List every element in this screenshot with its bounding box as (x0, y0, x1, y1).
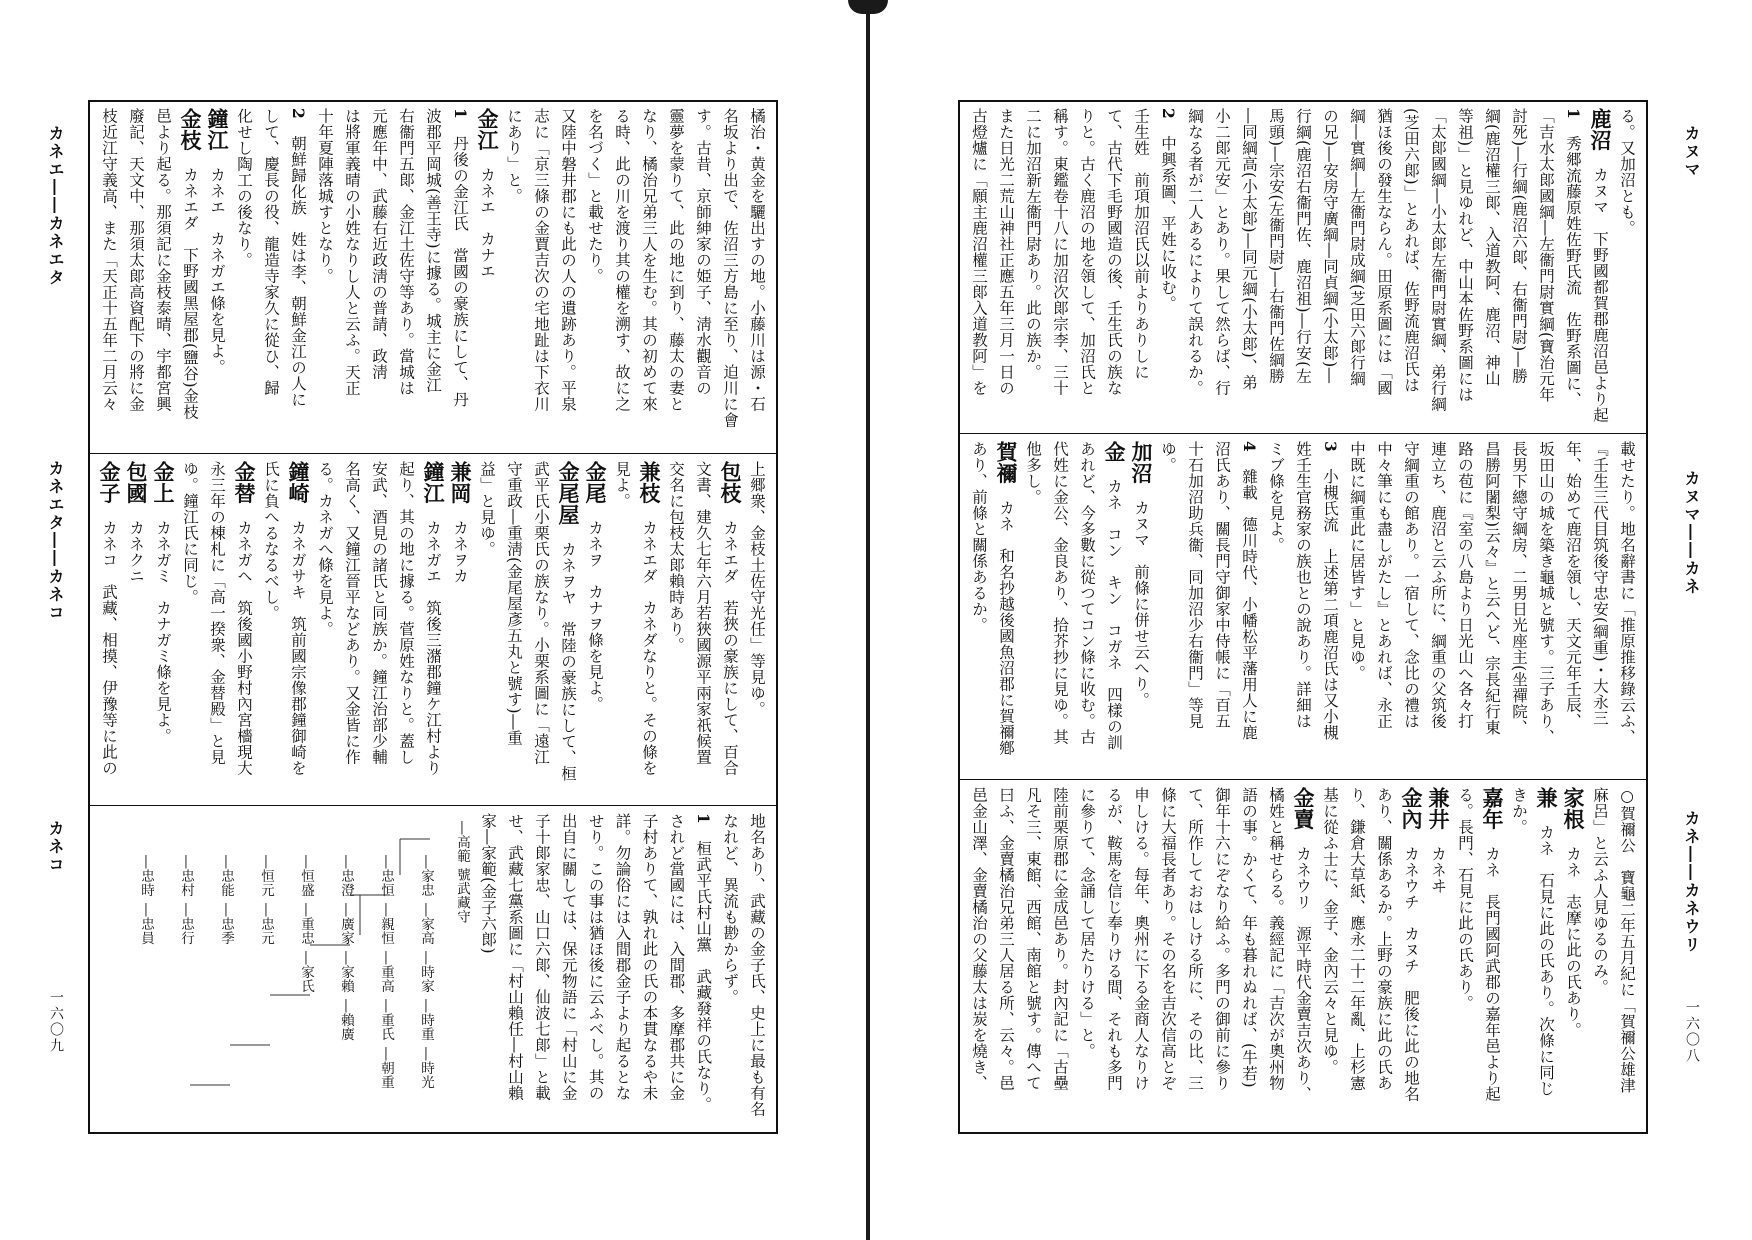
genealogy-name: ―廣家 (338, 903, 354, 945)
entry-heading-line: 兼岡 カネヲカ (448, 461, 473, 584)
text-column: 條に大福長者あり。その名を吉次信高とぞ (1159, 787, 1177, 1091)
entry-heading-line: 金尾 カネヲ カナヲ條を見よ。 (583, 461, 608, 712)
entry-headword: 家根 (1561, 787, 1586, 830)
entry-heading-line: 金子 カネコ 武藏、相摸、伊豫等に此の (97, 461, 122, 776)
text-column: 麻呂」と云ふ人見ゆるのみ。 (1591, 787, 1609, 995)
text-column: 中既に綱重此に居皆す」と見ゆ。 (1348, 441, 1366, 681)
entry-heading-line: 兼 カネ 石見に此の氏あり。次條に同じ (1534, 787, 1559, 1097)
right-bottom-band (964, 787, 1640, 1125)
text-column: 又陸中磐井郡にも此の人の遺跡あり。平泉 (559, 108, 577, 412)
left-bottom-text (474, 813, 770, 1125)
text-column: 永三年の棟札に「高一揆衆、金替殿」と見 (208, 461, 226, 765)
entry-headword: 嘉年 (1480, 787, 1505, 830)
entry-headword: 鹿沼 (1588, 108, 1613, 151)
text-column: 安武、酒見の諸氏と同族か。鐘江治部少輔 (370, 461, 388, 765)
text-column: を名づく」と載せたり。 (586, 108, 604, 284)
genealogy-name: ―忠員 (138, 903, 154, 945)
entry-headword: 兼 (1534, 787, 1559, 809)
text-column: 路の苞に『室の八島より日光山へ各々打 (1456, 441, 1474, 729)
genealogy-name: ―家賴 (338, 951, 354, 993)
entry-heading-line: 鐘崎 カネガサキ 筑前國宗像郡鐘御崎を (286, 461, 311, 776)
text-column: 綱なる者が二人あるによりて誤れるか。 (1186, 108, 1204, 396)
genealogy-name: ―忠恒 (378, 855, 394, 897)
text-column: 中々筆にも盡しがたし』とあれば、永正 (1375, 441, 1393, 729)
entry-headword: 金枝 (178, 108, 203, 151)
text-column: 曰ふ、金賣橘治兄弟三人居る所、云々。邑 (997, 787, 1015, 1091)
text-column: 子村ありて、孰れ此の氏の本貫なるや未 (640, 813, 659, 1101)
item-number: 1 (694, 813, 714, 825)
genealogy-name: ―忠行 (178, 903, 194, 945)
genealogy-name: ―重忠 (298, 903, 314, 945)
text-column: して、慶長の役、龍造寺家久に從ひ、歸 (262, 108, 280, 396)
entry-headword: 金 (1102, 441, 1127, 463)
text-column: り、鎌倉大草紙、應永二十二年亂、上杉憲 (1348, 787, 1366, 1091)
entry-heading-line: 賀禰 カネ 和名抄越後國魚沼郡に賀禰鄕 (994, 441, 1019, 756)
text-column: されど當國には、入間郡、多摩郡共に金 (667, 813, 686, 1101)
entry-headword: 兼岡 (448, 461, 473, 504)
text-column: あれど、今多數に從つてコン條に收む。古 (1078, 441, 1096, 745)
item-number: 4 (1240, 441, 1259, 453)
text-column: る時、此の川を渡り其の權を溯す、故に之 (613, 108, 631, 412)
left-band-divider-2 (88, 805, 778, 806)
genealogy-name: ―家高 (418, 903, 434, 945)
genealogy-name: ―高範 號武藏守 (454, 821, 470, 924)
text-column: 子十郞家忠、山口六郞、仙波七郞」と載 (532, 813, 551, 1101)
text-column: 二に加沼新左衞門尉あり。此の族か。 (1024, 108, 1042, 380)
text-column: 波郡平岡城(善王寺)に據る。城主に金江 (424, 108, 442, 394)
entry-headword: 包枝 (718, 461, 743, 504)
text-column: 出自に關しては、保元物語に「村山に金 (559, 813, 578, 1101)
text-column: 綱(鹿沼權三郞、入道教阿、鹿沼、神山 (1483, 108, 1501, 387)
text-column: 武平氏小栗氏の族なり。小栗系圖に「遠江 (532, 461, 550, 765)
entry-headword: 金尾屋 (556, 461, 581, 526)
left-middle-columns (94, 461, 770, 799)
text-column: 廢記、天文中、那須太郞高資配下の將に金 (127, 108, 145, 412)
entry-heading-line: 包國 カネクニ (124, 461, 149, 584)
text-column: せ、武藏七黨系圖に「村山賴任―村山賴 (505, 813, 524, 1101)
entry-heading-line: 金尾屋 カネヲヤ 常陸の豪族にして、桓 (556, 461, 581, 782)
text-column: 見よ。 (613, 461, 631, 509)
text-column: 稱す。東鑑卷十八に加沼次郞宗李、三十 (1051, 108, 1069, 396)
genealogy-name: ―親恒 (378, 903, 394, 945)
text-column: て、古代下毛野國造の後、壬生氏の族な (1105, 108, 1123, 396)
right-top-band (964, 108, 1640, 428)
entry-headword: 包國 (124, 461, 149, 504)
left-running-head-2: カネエタ――カネコ (46, 460, 65, 622)
text-column: にあり」と。 (505, 108, 523, 204)
genealogy-name: ―時光 (418, 1047, 434, 1089)
text-column: 昌勝阿闍梨)云々』と云へど、宗長紀行東 (1483, 441, 1501, 736)
genealogy-name: ―時重 (418, 999, 434, 1041)
text-column: 地名あり、武藏の金子氏、史上に最も有名 (748, 813, 766, 1117)
entry-heading-line: 嘉年 カネ 長門國阿武郡の嘉年邑より起 (1480, 787, 1505, 1102)
text-column: 凡そ三、東館、西館、南館と號す。傳へて (1024, 787, 1042, 1091)
genealogy-name: ―重氏 (378, 999, 394, 1041)
text-column: 益」と見ゆ。 (478, 461, 496, 557)
text-column: て、所作しておはしける所に、その比、三 (1186, 787, 1204, 1091)
numbered-item-line: 2 中興系圖、平姓に收む。 (1159, 108, 1178, 312)
binding-mark (848, 0, 888, 14)
left-page-number: 一六〇九 (48, 990, 64, 1054)
entry-headword: 金賣 (1291, 787, 1316, 830)
text-column: ―同綱高(小太郞)―同元綱(小太郞)、弟 (1240, 108, 1258, 391)
text-column: 代姓に金公、金良あり、拾芥抄に見ゆ。其 (1051, 441, 1069, 745)
genealogy-name: ―忠季 (218, 903, 234, 945)
text-column: る。長門、石見に此の氏あり。 (1456, 787, 1474, 1011)
entry-headword: 賀禰 (994, 441, 1019, 484)
numbered-item-line: 1 秀郷流藤原姓佐野氏流 佐野系圖に、 (1564, 108, 1583, 408)
item-number: 3 (1321, 441, 1340, 453)
entry-heading-line: 金替 カネガヘ 筑後國小野村內宮檣現大 (232, 461, 257, 776)
left-middle-band (94, 461, 770, 799)
text-column: 名高く、又鐘江晉平などあり。又金皆に作 (343, 461, 361, 765)
text-column: ミブ條を見よ。 (1267, 441, 1285, 553)
text-column: す。古昔、京師紳家の姫子、淸水觀音の (694, 108, 712, 396)
text-column: 基に從ふ士に、金子、金內云々と見ゆ。 (1321, 787, 1339, 1075)
text-column: 家―家範(金子六郞) (479, 813, 498, 955)
text-column: 上郷衆、金枝土佐守光任」等見ゆ。 (748, 461, 766, 717)
text-column: 申しける。每年、奧州に下る金商人なりけ (1132, 787, 1150, 1091)
genealogy-name: ―家忠 (418, 855, 434, 897)
left-bottom-columns (474, 813, 770, 1125)
right-middle-columns (964, 441, 1640, 773)
text-column: 起り、其の地に據る。菅原姓なりと。蓋し (397, 461, 415, 765)
text-column: また日光二荒山神社正應五年三月一日の (997, 108, 1015, 396)
entry-headword: 鐘崎 (286, 461, 311, 504)
entry-heading-line: 金枝 カネエダ 下野國黑屋郡(鹽谷)金枝 (178, 108, 203, 421)
entry-heading-line: 金上 カネガミ カナガミ條を見よ。 (151, 461, 176, 744)
left-band-divider-1 (88, 453, 778, 454)
text-column: 右衞門五郞、金江土佐守等あり。當城は (397, 108, 415, 396)
entry-headword: 金上 (151, 461, 176, 504)
text-column: 交名に包枝太郞賴時あり。 (667, 461, 685, 653)
text-column: 橘姓と稱せらる。義經記に「吉次が奧州物 (1267, 787, 1285, 1091)
text-column: 氏に負へるなるべし。 (262, 461, 280, 621)
text-column: の兄)―安房守廣綱―同貞綱(小太郞)― (1321, 108, 1339, 384)
entry-headword: 金替 (232, 461, 257, 504)
left-running-head-1: カネエ――カネエタ (46, 125, 65, 287)
entry-headword: 金子 (97, 461, 122, 504)
entry-heading-line: 鹿沼 カヌマ 下野國都賀郡鹿沼邑より起 (1588, 108, 1613, 423)
text-column: 名坂より出で、佐沼三方島に至り、迫川に會 (721, 108, 739, 428)
text-column: 詳。勿論俗には入間郡金子より起るとな (613, 813, 632, 1101)
text-column: 馬頭)―宗安(左衞門尉)―右衞門佐綱勝 (1267, 108, 1285, 384)
entry-headword: 加沼 (1129, 441, 1154, 484)
entry-heading-line: 包枝 カネエダ 若狹の豪族にして、百合 (718, 461, 743, 776)
text-column: 行綱(鹿沼右衞門佐、鹿沼祖)―行安(左 (1294, 108, 1312, 384)
text-column: ゆ。 (1159, 441, 1177, 473)
text-column: あり、前條と關係あるか。 (970, 441, 988, 633)
text-column: 沼氏あり、關長門守御家中侍帳に「百五 (1213, 441, 1231, 729)
text-column: 十年夏陣落城すとなり。 (316, 108, 334, 284)
genealogy-name: ―忠村 (178, 855, 194, 897)
numbered-item-line: 1 桓武平氏村山黨 武藏發祥の氏なり。 (694, 813, 714, 1113)
text-column: 載せたり。地名辭書に「推原推移錄云ふ、 (1618, 441, 1636, 745)
text-column: る。又加沼とも。 (1618, 108, 1636, 236)
entry-heading-line: 家根 カネ 志摩に此の氏あり。 (1561, 787, 1586, 1038)
book-gutter (866, 0, 870, 1240)
text-column: に參りて、念誦して居たりける」と。 (1078, 787, 1096, 1059)
entry-heading-line: 金 カネ コン キン コガネ 四樣の訓 (1102, 441, 1127, 751)
genealogy-name: ―時家 (418, 951, 434, 993)
genealogy-connectors (100, 815, 468, 1125)
text-column: 姓壬生官務家の族也との說あり。詳細は (1294, 441, 1312, 729)
text-column: 志に「京三條の金賈吉次の宅地趾は下衣川 (532, 108, 550, 412)
text-column: 守綱重の館あり。一宿して、念比の禮は (1402, 441, 1420, 729)
entry-heading-line: 兼井 カネヰ (1426, 787, 1451, 894)
text-column: 坂田山の城を築き龜城と號す。三子あり、 (1537, 441, 1555, 745)
numbered-item-line: 4 雜載 德川時代、小幡松平藩用人に鹿 (1240, 441, 1259, 741)
right-band-divider-2 (958, 779, 1648, 780)
text-column: りと。古く鹿沼の地を領して、加沼氏と (1078, 108, 1096, 396)
right-bottom-columns (964, 787, 1640, 1125)
text-column: 邑金山澤、金賣橘治の父藤太は炭を燒き、 (970, 787, 988, 1091)
text-column: ゆ。鐘江氏に同じ。 (181, 461, 199, 605)
text-column: (芝田六郞)」とあれば、佐野流鹿沼氏は (1402, 108, 1420, 394)
numbered-item-line: 1 丹後の金江氏 當國の豪族にして、丹 (451, 108, 470, 408)
genealogy-name: ―恒盛 (298, 855, 314, 897)
text-column: 猶ほ後の發生ならん。田原系圖には「國 (1375, 108, 1393, 396)
genealogy-name: ―重高 (378, 951, 394, 993)
text-column: 他多し。 (1024, 441, 1042, 505)
entry-heading-line: 鐘江 カネエ カネガエ條を見よ。 (205, 108, 230, 375)
text-column: 橘治・黄金を驪出すの地。小藤川は源・石 (748, 108, 766, 412)
text-column: 「太郞國綱―小太郞左衞門尉實綱、弟行綱 (1429, 108, 1447, 412)
text-column: は將軍義晴の小姓なりし人と云ふ。天正 (343, 108, 361, 396)
entry-heading-line: 金賣 カネウリ 源平時代金賣吉次あり、 (1291, 787, 1316, 1102)
genealogy-name: ―家氏 (298, 951, 314, 993)
right-running-head-3: カネ――カネウリ (1682, 810, 1701, 954)
text-column: 語の事。かくて、年も暮れぬれば、(牛若) (1240, 787, 1258, 1089)
genealogy-chart (100, 815, 468, 1125)
text-column: 枝近江守義高、また「天正十五年二月云々 (100, 108, 118, 412)
text-column: 靈夢を蒙りて、此の地に到り、藤太の妻と (667, 108, 685, 412)
text-column: きか。 (1510, 787, 1528, 835)
text-column: 元應年中、武藤右近政淸の普請、政淸 (370, 108, 388, 380)
genealogy-name: ―朝重 (378, 1047, 394, 1089)
right-page-number: 一六〇八 (1684, 1000, 1700, 1064)
genealogy-name: ―忠時 (138, 855, 154, 897)
text-column: 等祖)」と見ゆれど、中山本佐野系圖には (1456, 108, 1474, 403)
item-number: 1 (1564, 108, 1583, 120)
numbered-item-line: 2 朝鮮歸化族 姓は李、朝鮮金江の人に (289, 108, 308, 408)
text-column: 化せし陶工の後なり。 (235, 108, 253, 268)
text-column: る。カネガへ條を見よ。 (316, 461, 334, 637)
left-running-head-3: カネコ (46, 820, 65, 874)
entry-headword: 兼井 (1426, 787, 1451, 830)
text-column: 壬生姓 前項加沼氏以前よりありしに (1132, 108, 1150, 380)
entry-heading-line: 金江 カネエ カナエ (475, 108, 500, 279)
left-top-columns (94, 108, 770, 448)
entry-headword: 兼枝 (637, 461, 662, 504)
text-column: 守重政―重淸(金尾屋彥五丸と號す)―重 (505, 461, 523, 747)
entry-headword: 金內 (1399, 787, 1424, 830)
entry-heading-line: 金內 カネウチ カヌチ 肥後に此の地名 (1399, 787, 1424, 1102)
text-column: 連立ち、鹿沼と云ふ所に、綱重の父筑後 (1429, 441, 1447, 729)
text-column: 邑より起る。那須記に金枝泰晴、宇都宮興 (154, 108, 172, 412)
entry-heading-line: 加沼 カヌマ 前條に併せ云へり。 (1129, 441, 1154, 708)
entry-heading-line: 鐘江 カネガエ 筑後三潴郡鐘ケ江村より (421, 461, 446, 776)
item-number: 1 (451, 108, 470, 120)
text-column: 小二郞元安」とあり。果して然らば、行 (1213, 108, 1231, 396)
right-middle-band (964, 441, 1640, 773)
right-top-columns (964, 108, 1640, 428)
text-column: 御年十六にぞなり給ふ。多門の御前に參り (1213, 787, 1231, 1091)
entry-headword: 鐘江 (421, 461, 446, 504)
text-column: 「吉水太郞國綱―左衞門尉實綱(寶治元年 (1537, 108, 1555, 403)
entry-headword: 金尾 (583, 461, 608, 504)
text-column: なれど、異流も尠からず。 (721, 813, 740, 1005)
text-column: あり、關係あるか。上野の豪族に此の氏あ (1375, 787, 1393, 1091)
text-column: 綱―實綱―左衞門尉成綱(芝田六郞行綱 (1348, 108, 1366, 387)
right-running-head-2: カヌマ――カネ (1682, 470, 1701, 596)
genealogy-name: ―賴廣 (338, 999, 354, 1041)
text-column: 討死)―行綱(鹿沼六郞、右衞門尉)―勝 (1510, 108, 1528, 384)
entry-heading-line: 兼枝 カネエダ カネダなりと。その條を (637, 461, 662, 776)
text-column: 古燈爐に「願主鹿沼權三郞入道教阿」を (970, 108, 988, 396)
text-column: 長男下總守綱房、二男日光座主(坐禪院、 (1510, 441, 1528, 736)
genealogy-name: ―忠能 (218, 855, 234, 897)
genealogy-name: ―忠澄 (338, 855, 354, 897)
text-column: るが、鞍馬を信じ奉りける間、それも多門 (1105, 787, 1123, 1091)
right-running-head-1: カヌマ (1682, 125, 1701, 179)
text-column: なり、橘治兄弟三人を生む。其の初めて來 (640, 108, 658, 412)
text-column: 文書、建久七年六月若狹國源平兩家祇候置 (694, 461, 712, 765)
genealogy-name: ―恒元 (258, 855, 274, 897)
numbered-item-line: 3 小槻氏流 上述第二項鹿沼氏は又小槻 (1321, 441, 1340, 741)
text-column: ○賀禰公 寶龜二年五月紀に「賀禰公雄津 (1618, 787, 1636, 1094)
entry-headword: 金江 (475, 108, 500, 151)
text-column: 『壬生三代目筑後守忠安(綱重)・大永三 (1591, 441, 1609, 727)
text-column: 陸前栗原郡に金成邑あり。封內記に「古壘 (1051, 787, 1069, 1091)
text-column: せり。この事は猶ほ後に云ふべし。其の (586, 813, 605, 1101)
text-column: 十石加沼助兵衞、同加沼少右衞門」等見 (1186, 441, 1204, 729)
genealogy-name: ―忠元 (258, 903, 274, 945)
entry-headword: 鐘江 (205, 108, 230, 151)
item-number: 2 (1159, 108, 1178, 120)
text-column: 年、始めて鹿沼を領し、天文元年壬辰、 (1564, 441, 1582, 729)
item-number: 2 (289, 108, 308, 120)
left-top-band (94, 108, 770, 448)
right-band-divider-1 (958, 433, 1648, 434)
